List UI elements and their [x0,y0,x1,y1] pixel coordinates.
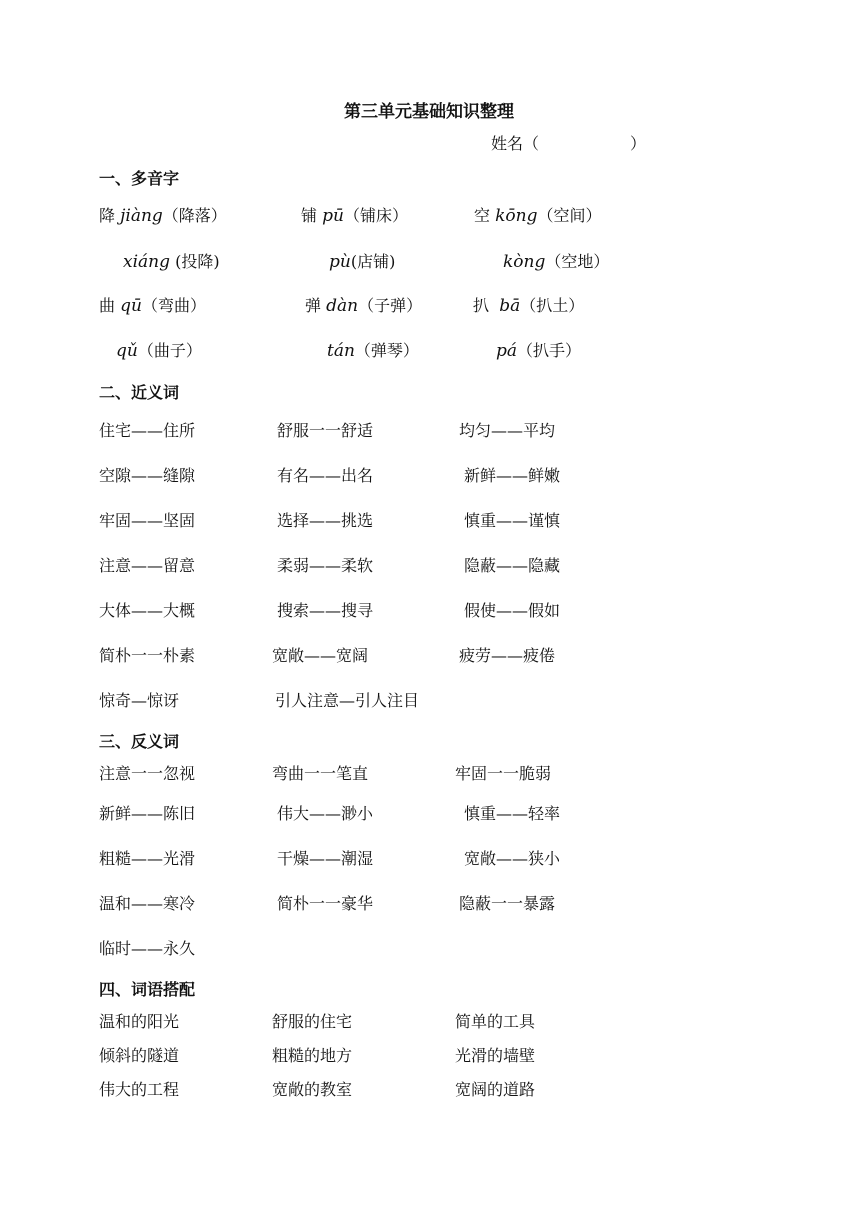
antonym-pair: 隐蔽一一暴露 [459,894,556,913]
polyphone-char: 曲 [99,296,116,315]
polyphone-entry [99,293,206,316]
polyphone-word: (店铺) [350,252,396,271]
pinyin: jiàng [120,206,163,226]
pinyin: bā [499,296,521,316]
polyphone-word: （弹琴） [354,341,419,360]
polyphone-word: （降落） [162,206,227,225]
synonym-pair: 慎重——谨慎 [464,511,561,530]
antonym-pair: 干燥——潮湿 [277,849,374,868]
synonym-pair: 选择——挑选 [277,511,374,530]
polyphone-word: （空间） [537,206,602,225]
collocation: 舒服的住宅 [272,1012,353,1031]
collocation: 简单的工具 [455,1012,536,1031]
synonym-pair: 有名——出名 [277,466,374,485]
synonym-pair: 惊奇—惊讶 [99,691,180,710]
synonym-pair: 疲劳——疲倦 [459,646,556,665]
collocation: 光滑的墙壁 [455,1046,536,1065]
pinyin: pù [329,252,351,272]
antonym-pair: 新鲜——陈旧 [99,804,196,823]
name-label: 姓名（ [491,134,540,153]
synonym-pair: 牢固——坚固 [99,511,196,530]
synonym-pair: 搜索——搜寻 [277,601,374,620]
polyphone-word: （弯曲） [141,296,206,315]
pinyin: pá [496,341,518,361]
antonym-pair: 宽敞——狭小 [464,849,561,868]
section-heading-antonyms: 三、反义词 [99,732,180,751]
polyphone-entry [123,249,220,272]
section-heading-polyphones: 一、多音字 [99,169,180,188]
polyphone-word: （扒手） [517,341,582,360]
pinyin: dàn [326,296,359,316]
synonym-pair: 柔弱——柔软 [277,556,374,575]
collocation: 宽敞的教室 [272,1080,353,1099]
polyphone-entry [99,203,227,226]
polyphone-char: 弹 [305,296,322,315]
synonym-pair: 均匀——平均 [459,421,556,440]
collocation: 宽阔的道路 [455,1080,536,1099]
collocation: 伟大的工程 [99,1080,180,1099]
collocation: 倾斜的隧道 [99,1046,180,1065]
synonym-pair: 空隙——缝隙 [99,466,196,485]
synonym-pair: 舒服一一舒适 [277,421,374,440]
polyphone-entry [503,249,609,272]
pinyin: qǔ [116,341,138,361]
polyphone-word: （子弹） [358,296,423,315]
section-heading-synonyms: 二、近义词 [99,383,180,402]
polyphone-entry [116,338,202,361]
antonym-pair: 温和——寒冷 [99,894,196,913]
synonym-pair: 简朴一一朴素 [99,646,196,665]
pinyin: kòng [503,252,546,272]
collocation: 温和的阳光 [99,1012,180,1031]
pinyin: kōng [495,206,538,226]
polyphone-entry [474,203,602,226]
antonym-pair: 简朴一一豪华 [277,894,374,913]
polyphone-entry [473,293,584,316]
polyphone-char: 空 [474,206,491,225]
antonym-pair: 牢固一一脆弱 [455,764,552,783]
polyphone-entry [301,203,408,226]
section-heading-collocations: 四、词语搭配 [99,980,196,999]
synonym-pair: 大体——大概 [99,601,196,620]
synonym-pair: 假使——假如 [464,601,561,620]
polyphone-word: (投降) [175,252,220,271]
polyphone-word: （扒土） [520,296,585,315]
pinyin: xiáng [123,252,170,272]
polyphone-entry [496,338,581,361]
polyphone-char: 降 [99,206,116,225]
pinyin: qū [120,296,142,316]
antonym-pair: 弯曲一一笔直 [272,764,369,783]
polyphone-char: 扒 [473,296,490,315]
polyphone-word: （曲子） [137,341,202,360]
synonym-pair: 新鲜——鲜嫩 [464,466,561,485]
polyphone-entry [329,249,395,272]
name-close: ） [630,134,647,153]
antonym-pair: 粗糙——光滑 [99,849,196,868]
antonym-pair: 注意一一忽视 [99,764,196,783]
antonym-pair: 慎重——轻率 [464,804,561,823]
polyphone-entry [305,293,422,316]
synonym-pair: 注意——留意 [99,556,196,575]
page-title: 第三单元基础知识整理 [344,102,514,122]
pinyin: pū [322,206,344,226]
antonym-pair: 伟大——渺小 [277,804,374,823]
polyphone-word: （铺床） [343,206,408,225]
antonym-pair: 临时——永久 [99,939,196,958]
collocation: 粗糙的地方 [272,1046,353,1065]
synonym-pair: 宽敞——宽阔 [272,646,369,665]
synonym-pair: 住宅——住所 [99,421,196,440]
polyphone-char: 铺 [301,206,318,225]
polyphone-entry [327,338,419,361]
synonym-pair: 隐蔽——隐藏 [464,556,561,575]
pinyin: tán [327,341,355,361]
synonym-pair: 引人注意—引人注目 [275,691,420,710]
polyphone-word: （空地） [545,252,610,271]
